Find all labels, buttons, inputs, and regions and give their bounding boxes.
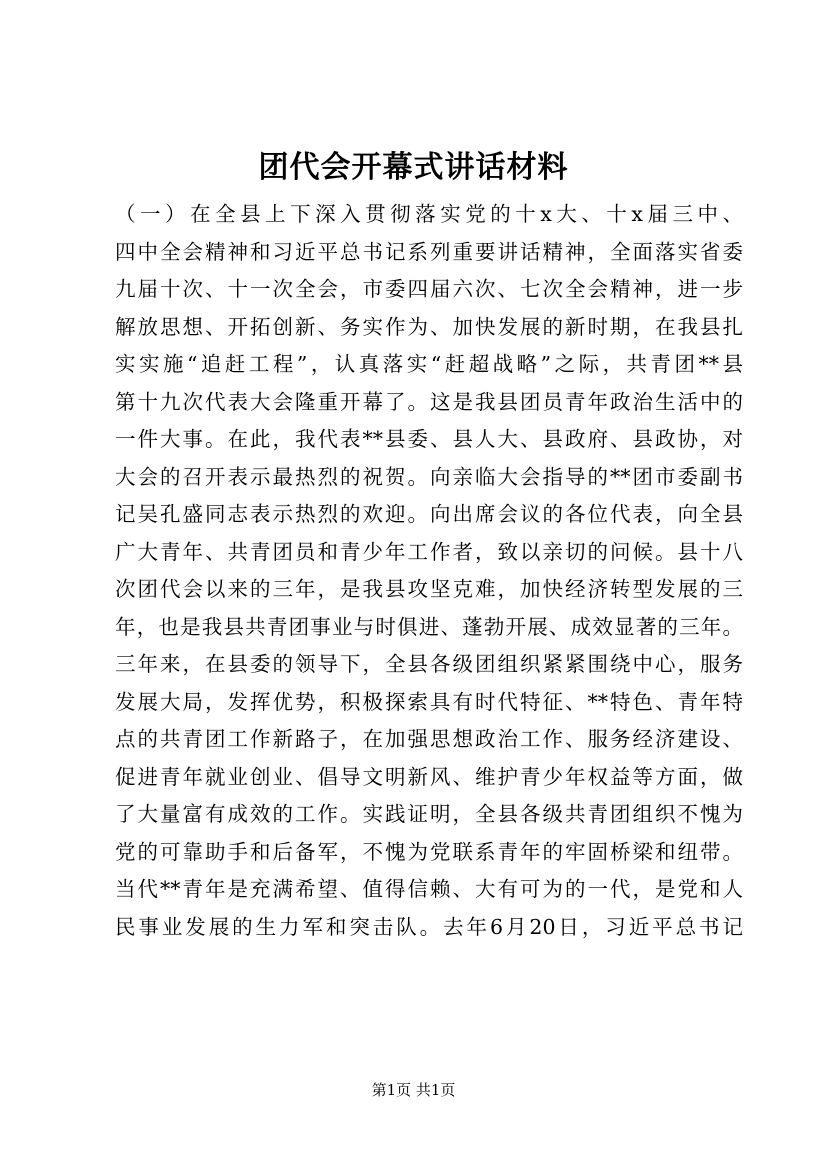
body-line: 点的共青团工作新路子，在加强思想政治工作、服务经济建设、 [115, 727, 743, 751]
document-body [115, 196, 743, 946]
body-line: 了大量富有成效的工作。实践证明，全县各级共青团组织不愧为 [115, 802, 743, 826]
body-line: 年，也是我县共青团事业与时俱进、蓬勃开展、成效显著的三年。 [115, 614, 743, 639]
body-line: 记吴孔盛同志表示热烈的欢迎。向出席会议的各位代表，向全县 [115, 502, 743, 526]
body-line: 民事业发展的生力军和突击队。去年6月20日，习近平总书记 [115, 914, 743, 939]
body-line: 广大青年、共青团员和青少年工作者，致以亲切的问候。县十八 [115, 539, 743, 564]
body-line: 次团代会以来的三年，是我县攻坚克难，加快经济转型发展的三 [115, 577, 743, 601]
body-line: 九届十次、十一次全会，市委四届六次、七次全会精神，进一步 [115, 277, 743, 301]
document-title: 团代会开幕式讲话材料 [258, 150, 569, 185]
body-line: 促进青年就业创业、倡导文明新风、维护青少年权益等方面，做 [115, 764, 743, 789]
body-line: 解放思想、开拓创新、务实作为、加快发展的新时期，在我县扎 [115, 314, 743, 339]
body-line: 党的可靠助手和后备军，不愧为党联系青年的牢固桥梁和纽带。 [115, 839, 743, 864]
body-line: 三年来，在县委的领导下，全县各级团组织紧紧围绕中心，服务 [115, 652, 743, 676]
body-line: （一）在全县上下深入贯彻落实党的十x大、十x届三中、 [115, 202, 743, 226]
body-line: 一件大事。在此，我代表**县委、县人大、县政府、县政协，对 [115, 427, 743, 451]
body-line: 大会的召开表示最热烈的祝贺。向亲临大会指导的**团市委副书 [115, 464, 743, 489]
body-line: 发展大局，发挥优势，积极探索具有时代特征、**特色、青年特 [115, 689, 743, 714]
body-line: 实实施“追赶工程”，认真落实“赶超战略”之际，共青团**县 [115, 352, 743, 376]
page-footer: 第1页 共1页 [371, 1081, 456, 1099]
body-line: 四中全会精神和习近平总书记系列重要讲话精神，全面落实省委 [115, 239, 743, 264]
body-line: 当代**青年是充满希望、值得信赖、大有可为的一代，是党和人 [115, 877, 743, 901]
body-line: 第十九次代表大会隆重开幕了。这是我县团员青年政治生活中的 [115, 389, 743, 414]
